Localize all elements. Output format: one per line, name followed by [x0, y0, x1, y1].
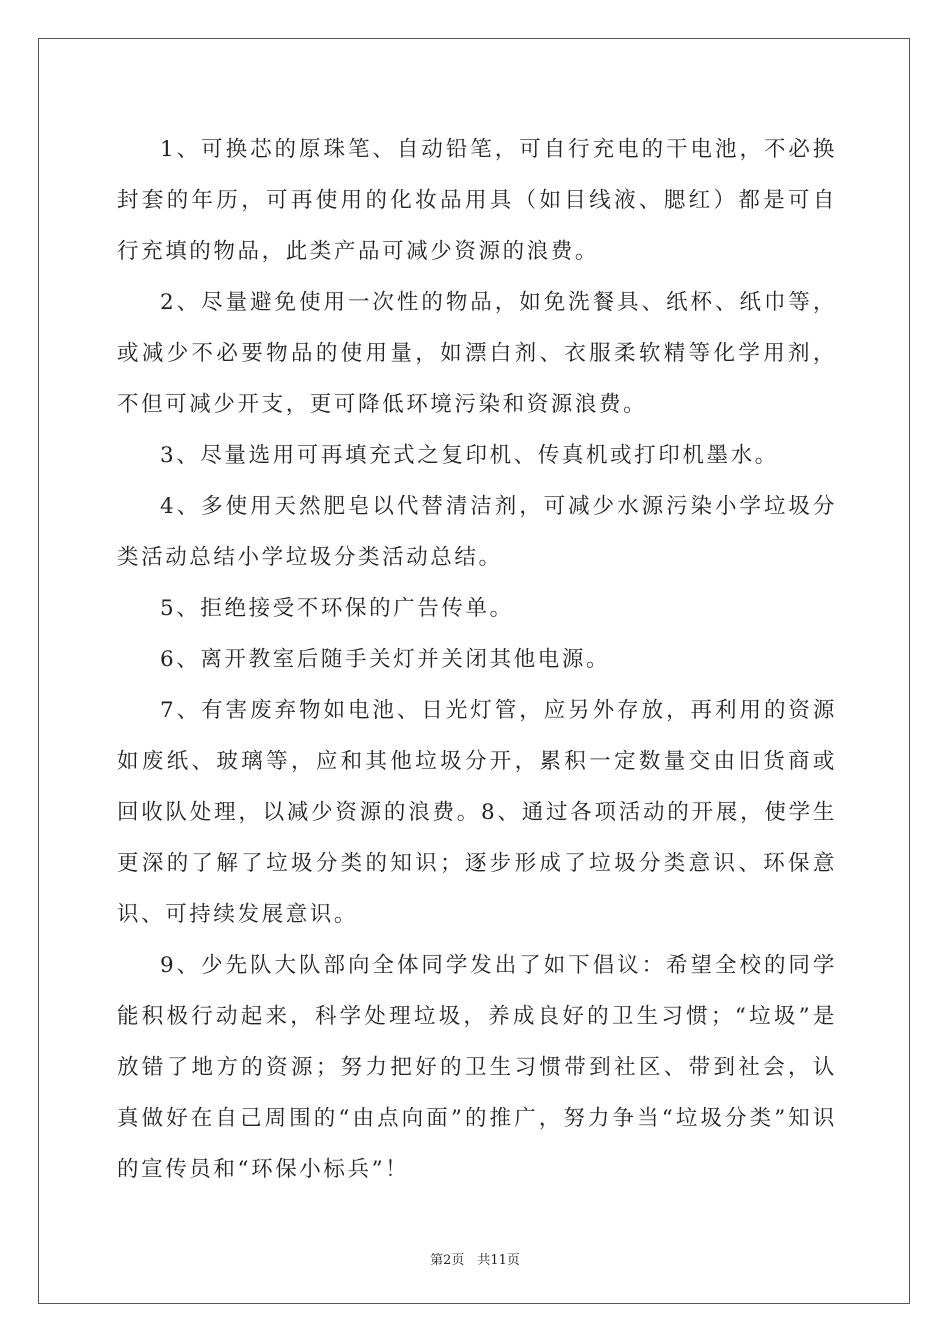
paragraph-9: 9、少先队大队部向全体同学发出了如下倡议：希望全校的同学能积极行动起来，科学处理垃圾，养成良好的卫生习惯；“垃圾”是放错了地方的资源；努力把好的卫生习惯带到社区、带到社会，认真做好在自己周围的“由点向面”的推广，努力争当“垃圾分类”知识的宣传员和“环保小标兵”！	[117, 953, 837, 1182]
paragraph-7: 7、有害废弃物如电池、日光灯管，应另外存放，再利用的资源如废纸、玻璃等，应和其他垃圾分开，累积一定数量交由旧货商或回收队处理，以减少资源的浪费。8、通过各项活动的开展，使学生更深的了解了垃圾分类的知识；逐步形成了垃圾分类意识、环保意识、可持续发展意识。	[117, 698, 837, 927]
paragraph-3: 3、尽量选用可再填充式之复印机、传真机或打印机墨水。	[160, 443, 779, 468]
paragraph-1: 1、可换芯的原珠笔、自动铅笔，可自行充电的干电池，不必换封套的年历，可再使用的化妆品用具（如目线液、腮红）都是可自行充填的物品，此类产品可减少资源的浪费。	[117, 137, 837, 264]
page-footer	[0, 1249, 950, 1268]
paragraph-4: 4、多使用天然肥皂以代替清洁剂，可减少水源污染小学垃圾分类活动总结小学垃圾分类活动总结。	[117, 494, 837, 570]
paragraph-5: 5、拒绝接受不环保的广告传单。	[160, 596, 514, 621]
paragraph-6: 6、离开教室后随手关灯并关闭其他电源。	[160, 647, 611, 672]
page-number: 第2页 共11页	[430, 1253, 520, 1268]
document-body	[117, 124, 837, 1195]
paragraph-2: 2、尽量避免使用一次性的物品，如免洗餐具、纸杯、纸巾等，或减少不必要物品的使用量，如漂白剂、衣服柔软精等化学用剂，不但可减少开支，更可降低环境污染和资源浪费。	[117, 290, 837, 417]
